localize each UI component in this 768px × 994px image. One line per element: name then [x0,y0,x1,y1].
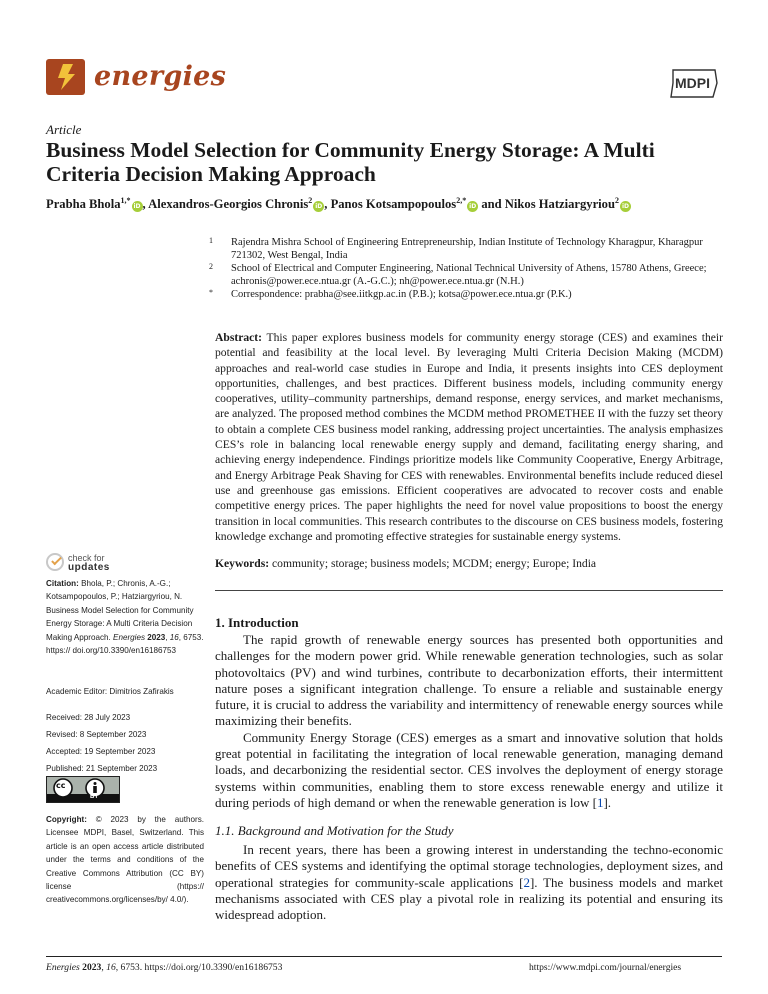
orcid-icon[interactable]: iD [133,203,141,211]
mdpi-logo: MDPI [669,69,719,98]
footer-citation: Energies 2023, 16, 6753. https://doi.org/10.3390/en16186753 [46,962,283,973]
background-paragraph: In recent years, there has been a growing interest in understanding the techno-economic benefits of CES systems and identifying the optimal storage technologies, deployment sizes, and operational strategies for community-scale applications [2]. The business models and market mechanisms associated with CES play a pivotal role in realizing its potential and ensuring its widespread adoption. [215,842,723,923]
cc-by-license-badge[interactable]: cc BY [46,776,120,803]
author-name[interactable]: Panos Kotsampopoulos [330,197,457,212]
cc-icon: cc [56,781,66,790]
author-list: Prabha Bhola$^{1,*}$iD , Alexandros-Georgios Chronis$^2$iD , Panos Kotsampopoulos$^{2,*}$iD and Nikos Hatziargyriou$^2$iD [46,196,630,212]
accepted-date: Accepted: 19 September 2023 [46,747,156,756]
footer-divider [46,956,722,957]
journal-name: energies [94,61,227,92]
citation-link[interactable]: 1 [596,794,604,810]
check-updates-icon [46,553,64,571]
copyright: Copyright: © 2023 by the authors. Licensee MDPI, Basel, Switzerland. This article is an open access article distributed under the terms and conditions of the Creative Commons Attribution (CC BY) license (https:// creativecommons.org/licenses/by/ 4.0/). [46,815,204,905]
affiliation-item: 2 School of Electrical and Computer Engineering, National Technical University of Athens, 15780 Athens, Greece; achronis@power.ece.ntua.gr (A.-G.C.); nh@power.ece.ntua.gr (N.H.) [209,262,707,287]
journal-logo-icon [46,59,85,95]
divider [215,590,723,591]
citation: Citation: Bhola, P.; Chronis, A.-G.; Kotsampopoulos, P.; Hatziargyriou, N. Business Model Selection for Community Energy Storage: A Multi Criteria Decision Making Approach. Energies 2023, 16, 6753. https:// doi.org/10.3390/en16186753 [46,579,204,656]
section-heading: 1. Introduction [215,615,299,630]
orcid-icon[interactable]: iD [621,203,630,211]
keywords: Keywords: community; storage; business models; MCDM; energy; Europe; India [215,557,597,570]
revised-date: Revised: 8 September 2023 [46,730,147,739]
author-affil-mark: 2,* [456,196,467,205]
check-for-updates-badge[interactable]: check for updates [46,553,64,576]
affiliation-item: 1 Rajendra Mishra School of Engineering Entrepreneurship, Indian Institute of Technology Kharagpur, Kharagpur 721302, West Bengal, India [209,236,703,261]
orcid-icon[interactable]: iD [469,203,477,211]
correspondence: * Correspondence: prabha@see.iitkgp.ac.in (P.B.); kotsa@power.ece.ntua.gr (P.K.) [209,288,572,300]
paper-title: Business Model Selection for Community Energy Storage: A Multi Criteria Decision Making Approach [46,138,655,186]
subsection-heading: 1.1. Background and Motivation for the Study [215,823,454,838]
citation-link[interactable]: 2 [523,874,530,890]
author-affil-mark: 2 [308,196,313,205]
received-date: Received: 28 July 2023 [46,713,131,722]
journal-url-link[interactable]: https://www.mdpi.com/journal/energies [529,962,682,973]
author-name[interactable]: Alexandros-Georgios Chronis [148,197,309,212]
author-affil-mark: 2 [615,196,619,205]
academic-editor: Academic Editor: Dimitrios Zafirakis [46,687,174,696]
orcid-icon[interactable]: iD [315,203,323,211]
author-name[interactable]: Prabha Bhola [46,197,121,212]
intro-paragraphs: The rapid growth of renewable energy sources has presented both opportunities and challenges for the modern power grid. While renewable generation technologies, such as solar photovoltaics (PV) and wind turbines, contribute to decarbonization efforts, their intermittent nature poses a significant integration challenge. To ensure a reliable and sustainable energy future, it is crucial to address the variability and intermittency of renewable energy sources while maximizing their benefits. Community Energy Storage (CES) emerges as a smart and innovative solution that holds great potential in facilitating the integration of local renewable generation, managing demand loads, and decarbonizing the residential sector. CES involves the deployment of energy storage systems within communities, enabling them to store excess renewable energy and utilize it during periods of high demand or when the renewable generation is low [1]. [215,632,723,810]
author-name[interactable]: Nikos Hatziargyriou [504,197,615,212]
affiliations [207,236,722,301]
abstract: Abstract: This paper explores business models for community energy storage (CES) and examines their potential and feasibility at the local level. By leveraging Multi Criteria Decision Making (MCDM) approaches and real-world case studies in Europe and India, it presents insights into CES deployment opportunities, challenges, and best practices. Different business models, including community energy cooperatives, utility–community partnerships, demand response, energy services, and market mechanisms, are analyzed. The proposed method combines the MCDM method PROMETHEE II with the fuzzy set theory to obtain a complete CES business model ranking, addressing project uncertainties. The analysis emphasizes CES’s role in balancing local renewable energy supply and demand, facilitating energy sharing, and achieving energy independence. Findings prioritize models like Community Cooperative, Energy Arbitrage, and Energy Arbitrage Peak Shaving for CES with renewables. Environmental benefits include reduced diesel use and greenhouse gas emissions. Efficient cooperatives are advocated to recover costs and enable competitive energy prices. The paper highlights the need for novel value propositions to boost the energy transition in local communities. This research contributes to the discourse on CES business models, fostering knowledge exchange and promoting effective strategies for sustainable energy systems. [215,331,723,543]
author-affil-mark: 1,* [120,196,131,205]
published-date: Published: 21 September 2023 [46,764,158,773]
article-type: Article [46,122,82,137]
